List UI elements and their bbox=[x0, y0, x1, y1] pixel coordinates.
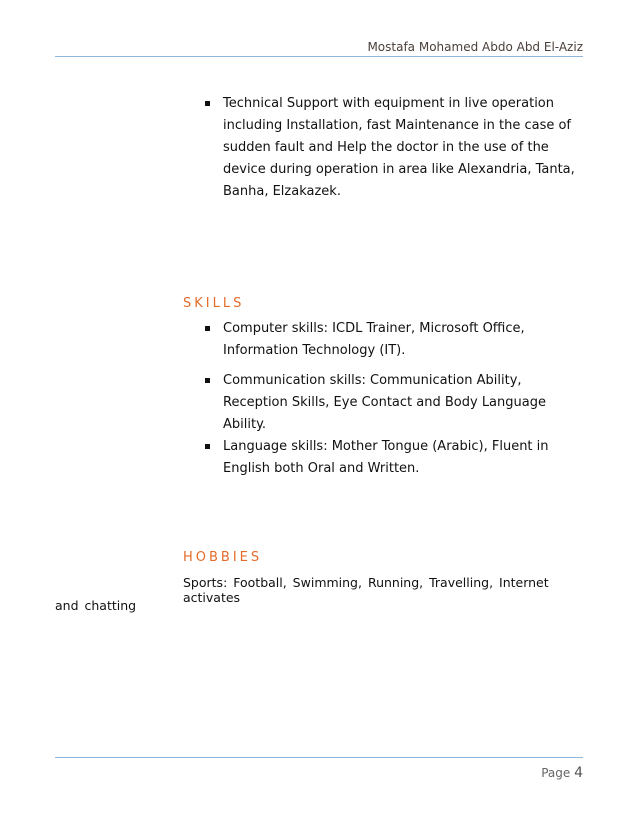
list-item: Language skills: Mother Tongue (Arabic), Fluent in English both Oral and Written. bbox=[203, 436, 583, 480]
page-number bbox=[541, 765, 583, 781]
hobbies-text-continued: and chatting bbox=[55, 598, 137, 613]
list-item: Communication skills: Communication Ability, Reception Skills, Eye Contact and Body Language Ability. bbox=[203, 370, 583, 436]
page-number-value: 4 bbox=[574, 765, 583, 781]
header-name: Mostafa Mohamed Abdo Abd El-Aziz bbox=[367, 40, 583, 54]
header-divider bbox=[55, 56, 583, 57]
skills-heading: SKILLS bbox=[183, 296, 245, 311]
skills-list bbox=[203, 318, 583, 480]
hobbies-text: Sports: Football, Swimming, Running, Travelling, Internet activates bbox=[183, 575, 549, 605]
list-item: Computer skills: ICDL Trainer, Microsoft Office, Information Technology (IT). bbox=[203, 318, 583, 362]
experience-list bbox=[203, 93, 583, 203]
page-label: Page bbox=[541, 766, 571, 780]
hobbies-heading: HOBBIES bbox=[183, 550, 263, 565]
footer-divider bbox=[55, 757, 583, 758]
list-item: Technical Support with equipment in live operation including Installation, fast Maintenance in the case of sudden fault and Help the doctor in the use of the device during operation in area like Alexandria, Tanta, Banha, Elzakazek. bbox=[203, 93, 583, 203]
